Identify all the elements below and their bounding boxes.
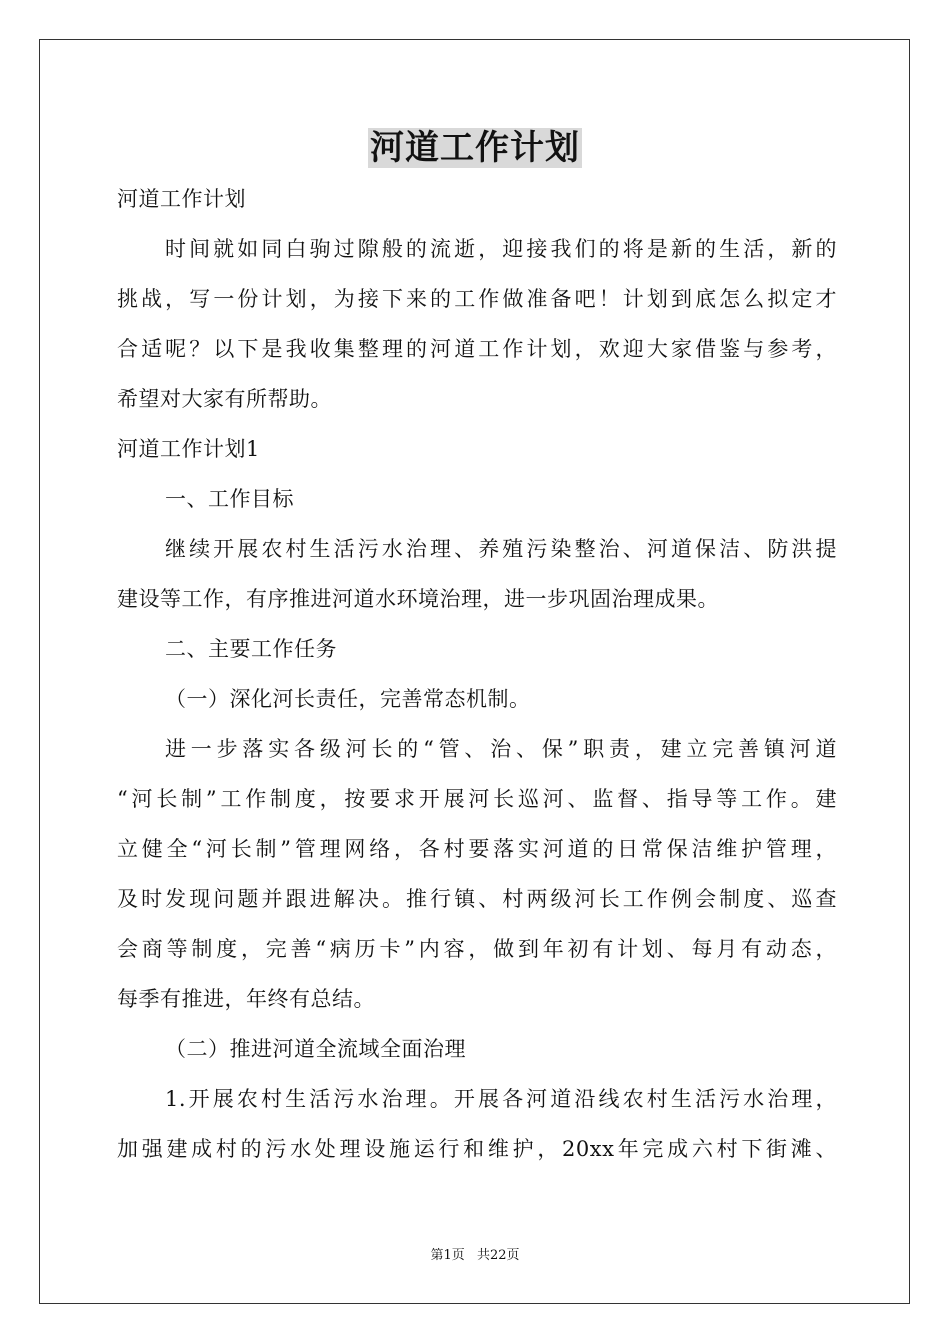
text-line: （二）推进河道全流域全面治理 — [165, 1037, 466, 1061]
text-line: 会商等制度，完善“病历卡”内容，做到年初有计划、每月有动态， — [117, 937, 837, 961]
text-line: 每季有推进，年终有总结。 — [117, 987, 375, 1011]
text-line: 河道工作计划1 — [117, 437, 260, 461]
text-line: 立健全“河长制”管理网络，各村要落实河道的日常保洁维护管理， — [117, 837, 837, 861]
text-line: 河道工作计划 — [117, 187, 246, 211]
page-total: 共22页 — [476, 1248, 520, 1263]
text-line: 挑战，写一份计划，为接下来的工作做准备吧！计划到底怎么拟定才 — [117, 287, 837, 311]
text-line: （一）深化河长责任，完善常态机制。 — [165, 687, 531, 711]
text-line: 时间就如同白驹过隙般的流逝，迎接我们的将是新的生活，新的 — [165, 237, 837, 261]
text-line: 继续开展农村生活污水治理、养殖污染整治、河道保洁、防洪提 — [165, 537, 837, 561]
page-footer — [0, 1247, 950, 1265]
text-line: 加强建成村的污水处理设施运行和维护，20xx年完成六村下街滩、 — [117, 1137, 837, 1161]
text-line: 及时发现问题并跟进解决。推行镇、村两级河长工作例会制度、巡查 — [117, 887, 837, 911]
document-body — [117, 174, 837, 1174]
text-line: 建设等工作，有序推进河道水环境治理，进一步巩固治理成果。 — [117, 587, 719, 611]
document-title-text: 河道工作计划 — [370, 128, 580, 168]
text-line: “河长制”工作制度，按要求开展河长巡河、监督、指导等工作。建 — [117, 787, 837, 811]
page-number: 第1页 — [430, 1248, 465, 1263]
text-line: 一、工作目标 — [165, 487, 294, 511]
text-line: 合适呢？以下是我收集整理的河道工作计划，欢迎大家借鉴与参考， — [117, 337, 837, 361]
text-line: 希望对大家有所帮助。 — [117, 387, 332, 411]
document-title — [0, 126, 950, 170]
text-line: 1.开展农村生活污水治理。开展各河道沿线农村生活污水治理， — [165, 1087, 837, 1111]
text-line: 二、主要工作任务 — [165, 637, 337, 661]
text-line: 进一步落实各级河长的“管、治、保”职责，建立完善镇河道 — [165, 737, 837, 761]
